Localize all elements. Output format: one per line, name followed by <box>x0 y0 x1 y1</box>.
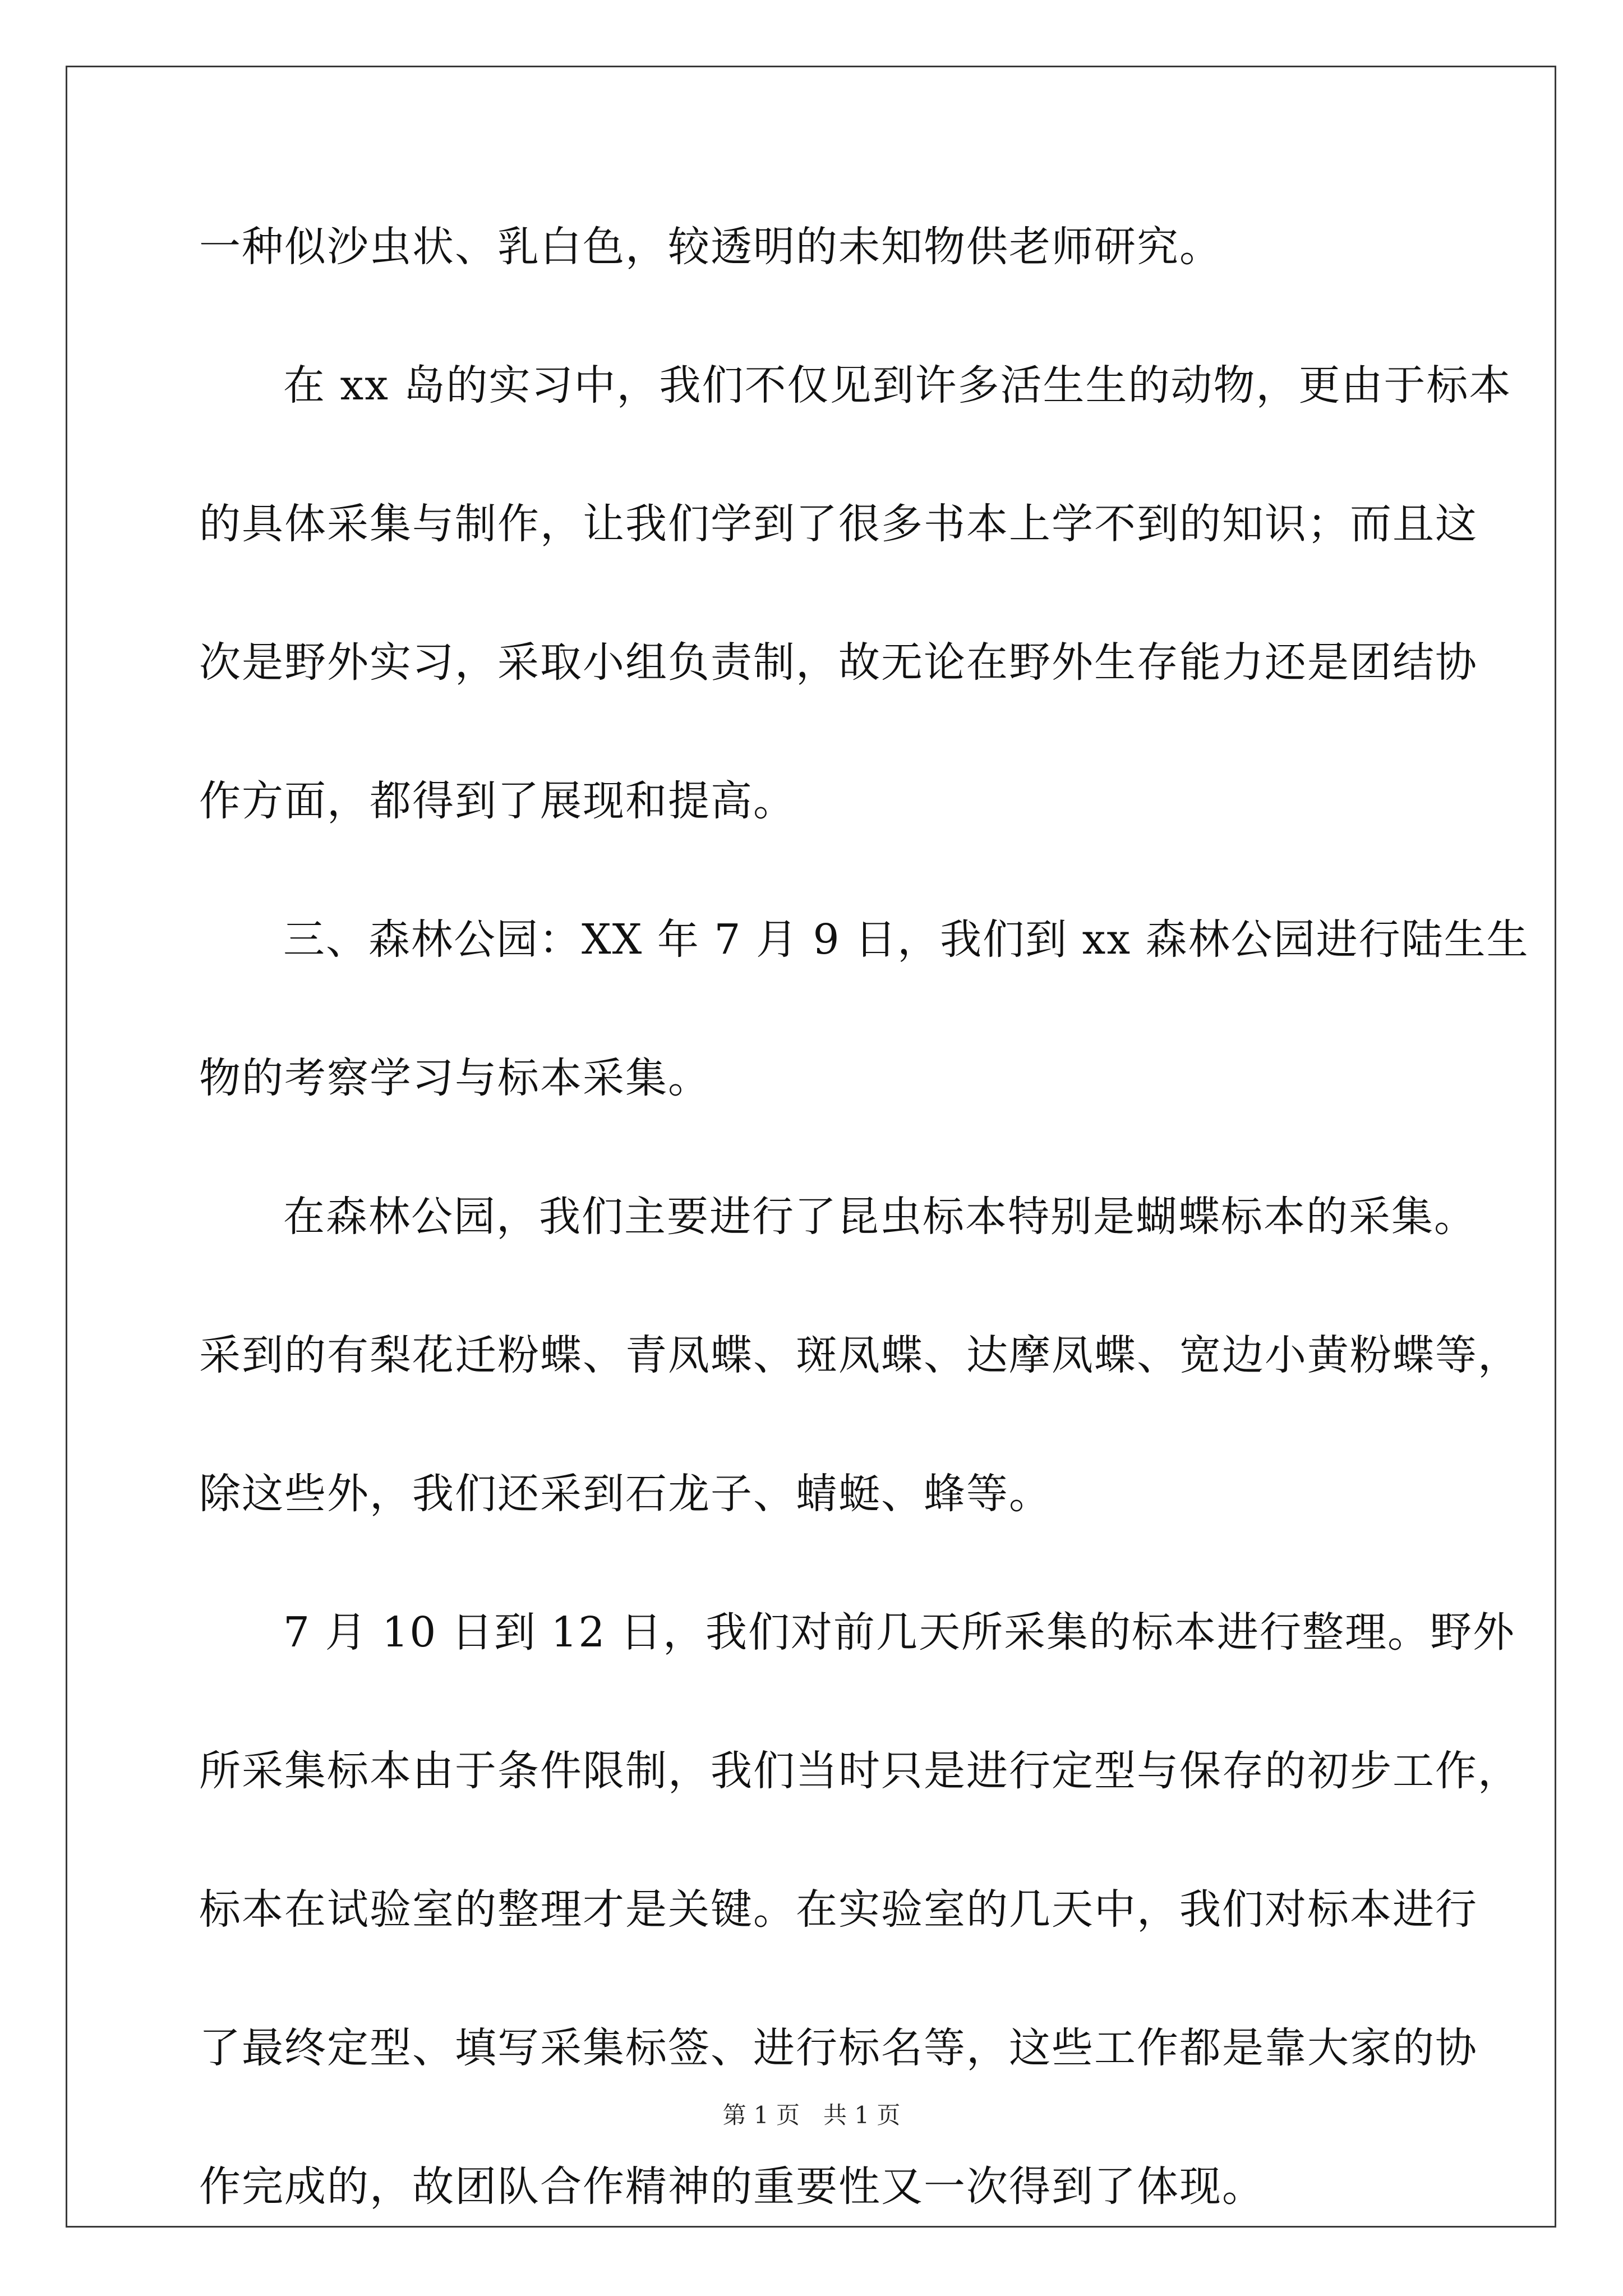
text-line: 次是野外实习，采取小组负责制，故无论在野外生存能力还是团结协 <box>199 638 1478 687</box>
document-body <box>199 213 1529 2292</box>
text-line: 所采集标本由于条件限制，我们当时只是进行定型与保存的初步工作， <box>199 1747 1520 1795</box>
text-line: 一种似沙虫状、乳白色，较透明的未知物供老师研究。 <box>199 223 1222 271</box>
text-line: 物的考察学习与标本采集。 <box>199 1054 711 1102</box>
text-line: 的具体采集与制作，让我们学到了很多书本上学不到的知识；而且这 <box>199 500 1478 548</box>
text-line: 三、森林公园：XX 年 7 月 9 日，我们到 xx 森林公园进行陆生生 <box>283 915 1529 964</box>
text-line: 作完成的，故团队合作精神的重要性又一次得到了体现。 <box>199 2162 1265 2211</box>
text-line: 标本在试验室的整理才是关键。在实验室的几天中，我们对标本进行 <box>199 1885 1478 1934</box>
text-line: 除这些外，我们还采到石龙子、蜻蜓、蜂等。 <box>199 1470 1052 1518</box>
text-line: 作方面，都得到了展现和提高。 <box>199 777 796 825</box>
text-line: 了最终定型、填写采集标签、进行标名等，这些工作都是靠大家的协 <box>199 2024 1478 2072</box>
text-line: 采到的有梨花迁粉蝶、青凤蝶、斑凤蝶、达摩凤蝶、宽边小黄粉蝶等， <box>199 1331 1520 1379</box>
text-line: 在森林公园，我们主要进行了昆虫标本特别是蝴蝶标本的采集。 <box>283 1193 1477 1241</box>
text-line: 在 xx 岛的实习中，我们不仅见到许多活生生的动物，更由于标本 <box>283 361 1512 409</box>
page-number-footer: 第 1 页 共 1 页 <box>722 2101 901 2129</box>
text-line: 7 月 10 日到 12 日，我们对前几天所采集的标本进行整理。野外 <box>283 1608 1516 1657</box>
